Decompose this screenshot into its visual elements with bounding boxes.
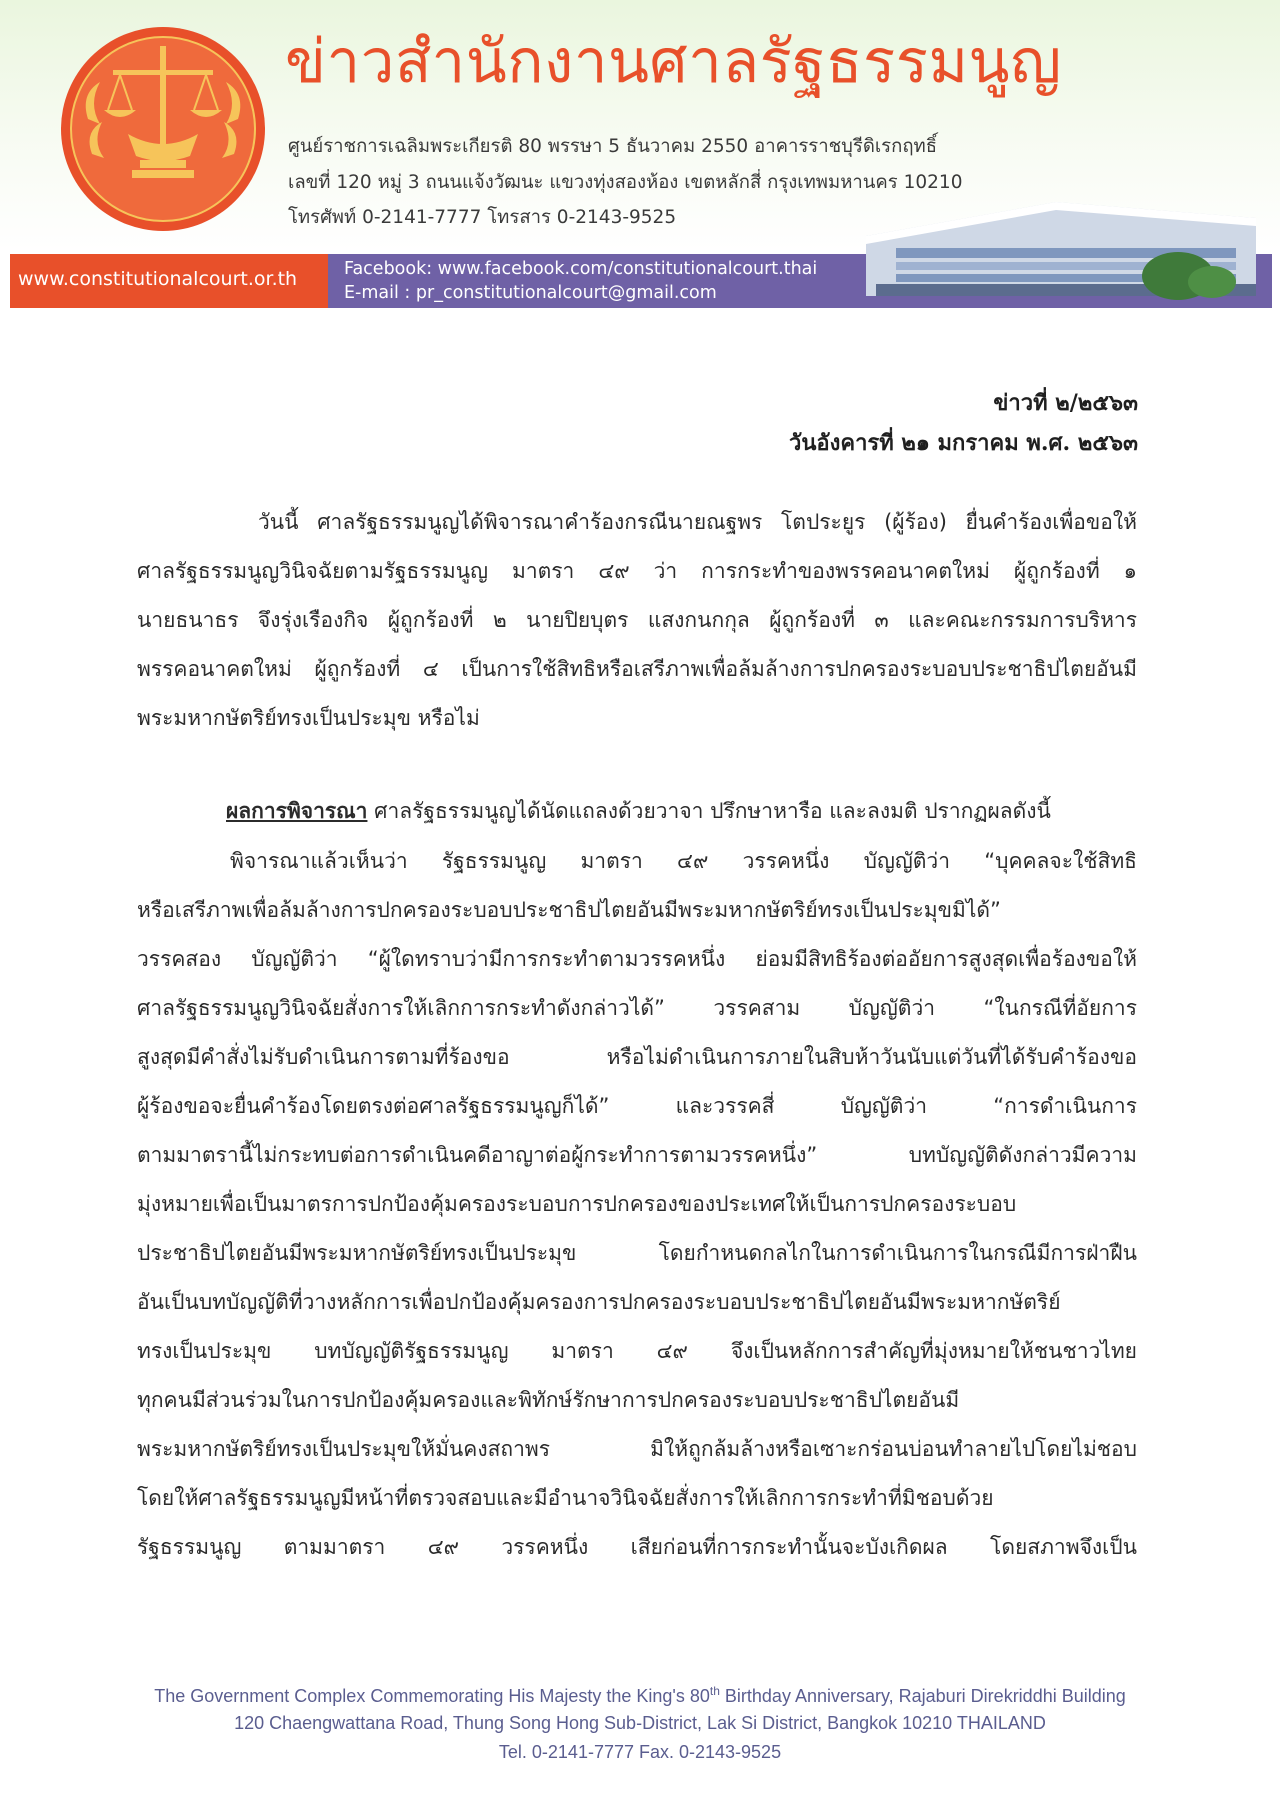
paragraph-1-line-1: วันนี้ ศาลรัฐธรรมนูญได้พิจารณาคำร้องกรณีนายณฐพร โตประยูร (ผู้ร้อง) ยื่นคำร้องเพื่อขอให้ [258, 510, 1137, 534]
paragraph-2-line-7: ตามมาตรานี้ไม่กระทบต่อการดำเนินคดีอาญาต่อผู้กระทำการตามวรรคหนึ่ง” บทบัญญัติดังกล่าวมีความ [137, 1143, 1137, 1167]
result-heading: ผลการพิจารณา [226, 799, 368, 823]
footer-line-3: Tel. 0-2141-7777 Fax. 0-2143-9525 [498, 1742, 782, 1762]
news-number: ข่าวที่ ๒/๒๕๖๓ [993, 390, 1138, 416]
result-heading-line [226, 795, 1137, 828]
paragraph-2-line-5: สูงสุดมีคำสั่งไม่รับดำเนินการตามที่ร้องขอ หรือไม่ดำเนินการภายในสิบห้าวันนับแต่วันที่ได้รับคำร้องขอ [137, 1045, 1137, 1069]
result-intro: ศาลรัฐธรรมนูญได้นัดแถลงด้วยวาจา ปรึกษาหารือ และลงมติ ปรากฏผลดังนี้ [367, 799, 1051, 823]
footer-line-1: The Government Complex Commemorating His Majesty the King's 80th Birthday Anniversary, Rajaburi Direkriddhi Building [154, 1684, 1126, 1706]
paragraph-2-line-15: รัฐธรรมนูญ ตามมาตรา ๔๙ วรรคหนึ่ง เสียก่อนที่การกระทำนั้นจะบังเกิดผล โดยสภาพจึงเป็น [137, 1535, 1137, 1559]
paragraph-2-line-2: หรือเสรีภาพเพื่อล้มล้างการปกครองระบอบประชาธิปไตยอันมีพระมหากษัตริย์ทรงเป็นประมุขมิได้” [137, 898, 1001, 922]
website-link[interactable]: www.constitutionalcourt.or.th [18, 268, 298, 290]
news-date: วันอังคารที่ ๒๑ มกราคม พ.ศ. ๒๕๖๓ [789, 430, 1138, 456]
contact-info [344, 257, 817, 305]
paragraph-2-line-8: มุ่งหมายเพื่อเป็นมาตรการปกป้องคุ้มครองระบอบการปกครองของประเทศให้เป็นการปกครองระบอบ [137, 1192, 1017, 1216]
paragraph-2-line-1: พิจารณาแล้วเห็นว่า รัฐธรรมนูญ มาตรา ๔๙ วรรคหนึ่ง บัญญัติว่า “บุคคลจะใช้สิทธิ [230, 849, 1137, 873]
paragraph-1-line-4: พรรคอนาคตใหม่ ผู้ถูกร้องที่ ๔ เป็นการใช้สิทธิหรือเสรีภาพเพื่อล้มล้างการปกครองระบอบประชาธิปไตยอันมี [137, 657, 1137, 681]
paragraph-2-line-12: ทุกคนมีส่วนร่วมในการปกป้องคุ้มครองและพิทักษ์รักษาการปกครองระบอบประชาธิปไตยอันมี [137, 1388, 960, 1412]
paragraph-2-line-11: ทรงเป็นประมุข บทบัญญัติรัฐธรรมนูญ มาตรา ๔๙ จึงเป็นหลักการสำคัญที่มุ่งหมายให้ชนชาวไทย [137, 1339, 1137, 1363]
paragraph-2-line-9: ประชาธิปไตยอันมีพระมหากษัตริย์ทรงเป็นประมุข โดยกำหนดกลไกในการดำเนินการในกรณีมีการฝ่าฝืน [137, 1241, 1137, 1265]
phone-fax-line: โทรศัพท์ 0-2141-7777 โทรสาร 0-2143-9525 [288, 207, 677, 228]
email-link[interactable]: E-mail : pr_constitutionalcourt@gmail.com [344, 283, 717, 303]
footer-line-2: 120 Chaengwattana Road, Thung Song Hong Sub-District, Lak Si District, Bangkok 10210 THAILAND [234, 1713, 1046, 1733]
website-band [10, 254, 328, 308]
address-line-1: ศูนย์ราชการเฉลิมพระเกียรติ 80 พรรษา 5 ธันวาคม 2550 อาคารราชบุรีดิเรกฤทธิ์ [288, 136, 938, 157]
paragraph-1-line-3: นายธนาธร จึงรุ่งเรืองกิจ ผู้ถูกร้องที่ ๒ นายปิยบุตร แสงกนกกุล ผู้ถูกร้องที่ ๓ และคณะกรรมการบริหาร [137, 608, 1137, 632]
paragraph-2-line-4: ศาลรัฐธรรมนูญวินิจฉัยสั่งการให้เลิกการกระทำดังกล่าวได้” วรรคสาม บัญญัติว่า “ในกรณีที่อัยการ [137, 996, 1137, 1020]
court-building-illustration [856, 196, 1266, 304]
paragraph-2-line-13: พระมหากษัตริย์ทรงเป็นประมุขให้มั่นคงสถาพร มิให้ถูกล้มล้างหรือเซาะกร่อนบ่อนทำลายไปโดยไม่ชอบ [137, 1437, 1137, 1461]
constitutional-court-seal-icon [58, 24, 268, 234]
paragraph-1-line-2: ศาลรัฐธรรมนูญวินิจฉัยตามรัฐธรรมนูญ มาตรา ๔๙ ว่า การกระทำของพรรคอนาคตใหม่ ผู้ถูกร้องที่ ๑ [137, 559, 1137, 583]
facebook-link[interactable]: Facebook: www.facebook.com/constitutionalcourt.thai [344, 259, 818, 279]
org-title: ข่าวสำนักงานศาลรัฐธรรมนูญ [285, 27, 1062, 97]
paragraph-2-line-6: ผู้ร้องขอจะยื่นคำร้องโดยตรงต่อศาลรัฐธรรมนูญก็ได้” และวรรคสี่ บัญญัติว่า “การดำเนินการ [137, 1094, 1137, 1118]
paragraph-2-line-10: อันเป็นบทบัญญัติที่วางหลักการเพื่อปกป้องคุ้มครองการปกครองระบอบประชาธิปไตยอันมีพระมหากษัตริย์ [137, 1290, 1061, 1314]
paragraph-2-line-14: โดยให้ศาลรัฐธรรมนูญมีหน้าที่ตรวจสอบและมีอำนาจวินิจฉัยสั่งการให้เลิกการกระทำที่มิชอบด้วย [137, 1486, 994, 1510]
paragraph-2-line-3: วรรคสอง บัญญัติว่า “ผู้ใดทราบว่ามีการกระทำตามวรรคหนึ่ง ย่อมมีสิทธิร้องต่ออัยการสูงสุดเพื่อร้องขอให้ [137, 947, 1137, 971]
address-line-2: เลขที่ 120 หมู่ 3 ถนนแจ้งวัฒนะ แขวงทุ่งสองห้อง เขตหลักสี่ กรุงเทพมหานคร 10210 [288, 172, 963, 193]
paragraph-1-line-5: พระมหากษัตริย์ทรงเป็นประมุข หรือไม่ [137, 706, 480, 730]
